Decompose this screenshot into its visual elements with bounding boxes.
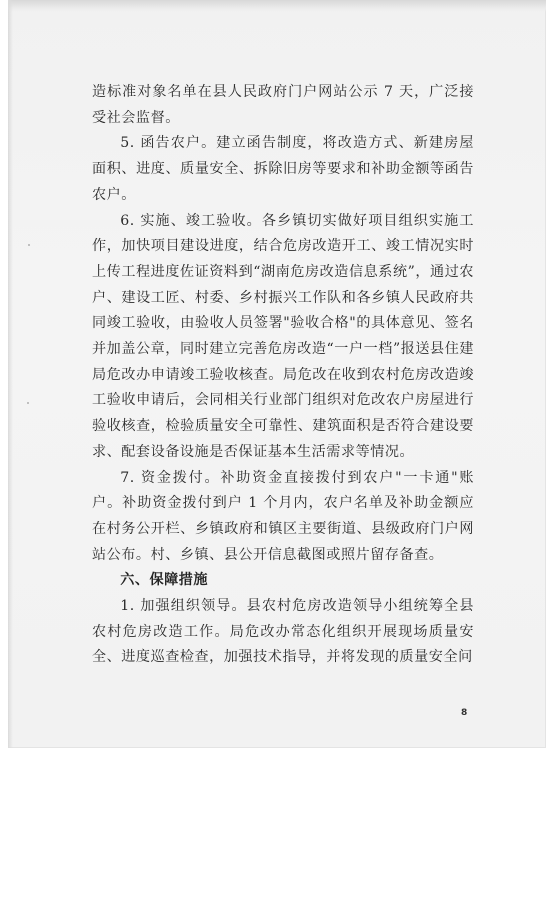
scanned-page: [8, 0, 546, 748]
paragraph-item-1: 1. 加强组织领导。县农村危房改造领导小组统筹全县农村危房改造工作。局危改办常态化组织开展现场质量安全、进度巡查检查，加强技术指导，并将发现的质量安全问: [92, 598, 474, 666]
paragraph-item-7: 7. 资金拨付。补助资金直接拨付到农户"一卡通"账户。补助资金拨付到户 1 个月内，农户名单及补助金额应在村务公开栏、乡镇政府和镇区主要街道、县级政府门户网站公布。村、乡镇、县公开信息截图或照片留存备查。: [92, 469, 474, 563]
scan-top-edge: [8, 0, 546, 12]
paragraph-item-6: 6. 实施、竣工验收。各乡镇切实做好项目组织实施工作，加快项目建设进度，结合危房改造开工、竣工情况实时上传工程进度佐证资料到“湖南危房改造信息系统”，通过农户、建设工匠、村委、乡村振兴工作队和各乡镇人民政府共同竣工验收，由验收人员签署"验收合格"的具体意见、签名并加盖公章，同时建立完善危房改造“一户一档”报送县住建局危改办申请竣工验收核查。局危改在收到农村危房改造竣工验收申请后，会同相关行业部门组织对危改农户房屋进行验收核查，检验质量安全可靠性、建筑面积是否符合建设要求、配套设备设施是否保证基本生活需求等情况。: [92, 212, 474, 460]
section-heading: 六、保障措施: [120, 572, 209, 589]
paragraph-continuation: 造标准对象名单在县人民政府门户网站公示 7 天，广泛接受社会监督。: [92, 84, 474, 126]
scan-left-edge: [8, 0, 13, 748]
scan-speck: [28, 244, 30, 246]
page-number: 8: [461, 708, 468, 718]
scan-speck: [27, 402, 29, 404]
document-body: [92, 80, 474, 671]
paragraph-item-5: 5. 函告农户。建立函告制度，将改造方式、新建房屋面积、进度、质量安全、拆除旧房等要求和补助金额等函告农户。: [92, 135, 474, 203]
